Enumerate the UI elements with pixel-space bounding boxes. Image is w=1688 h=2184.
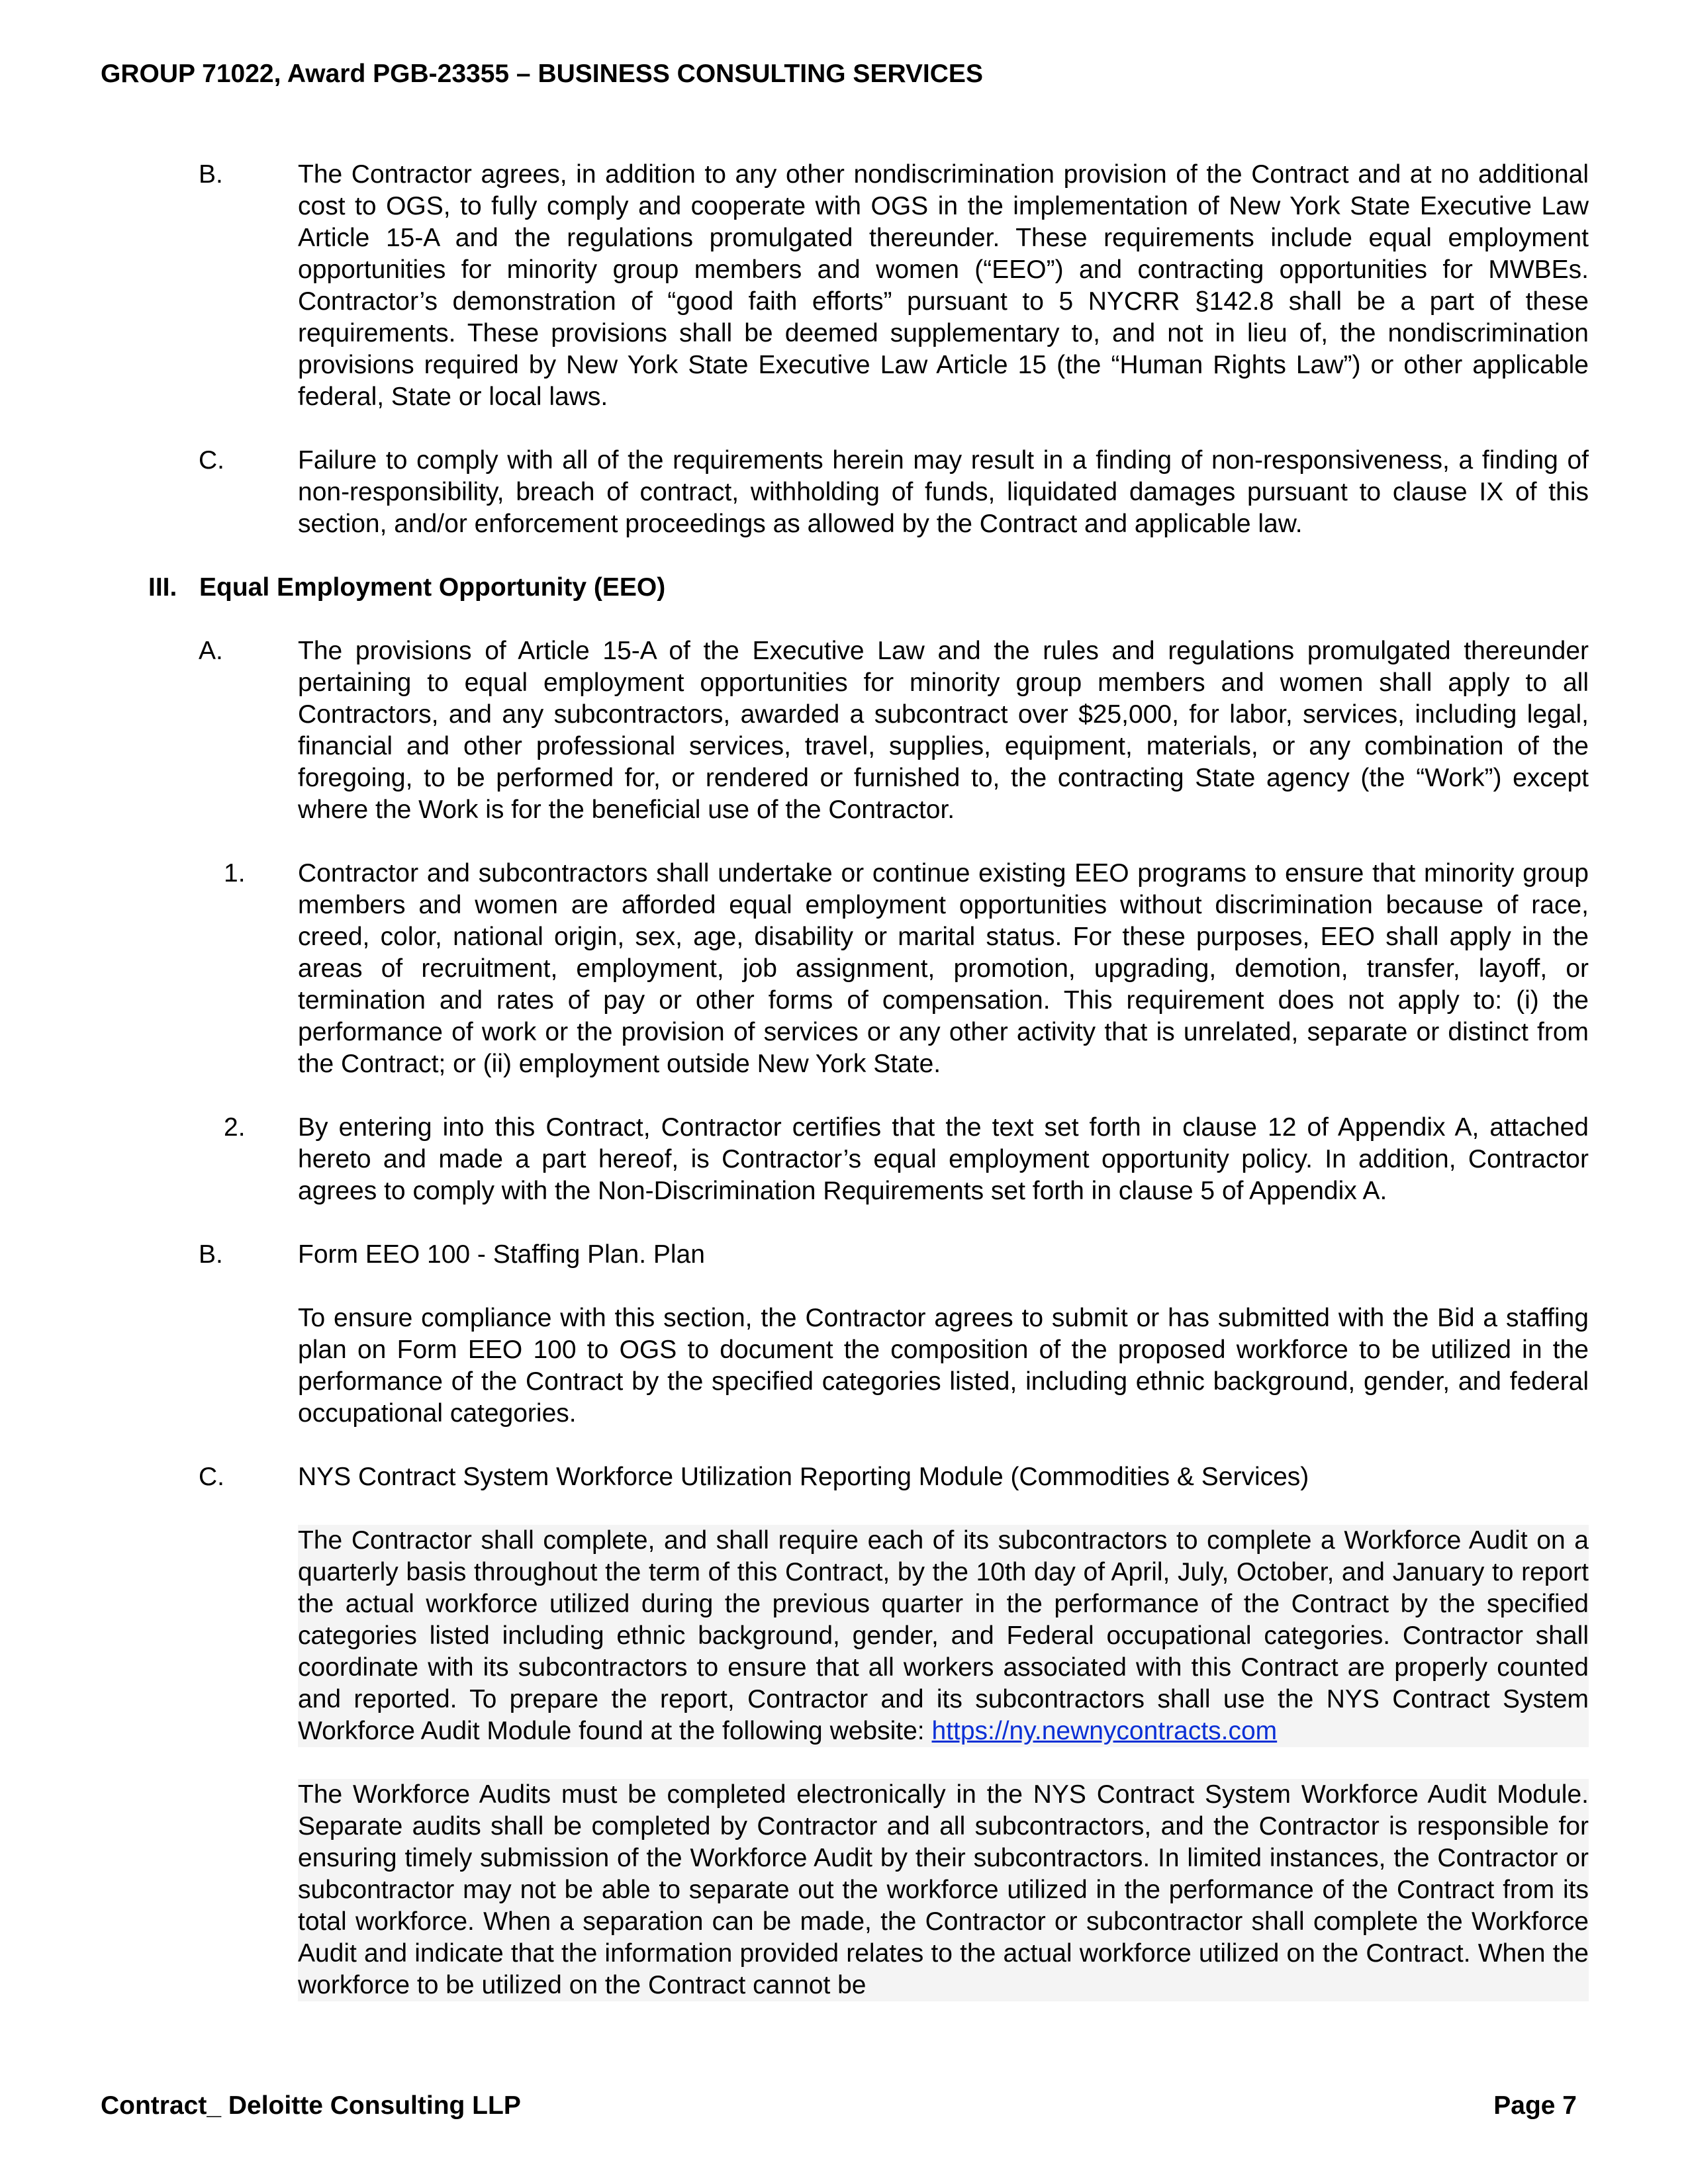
footer-contract-name: Contract_ Deloitte Consulting LLP	[101, 2091, 521, 2120]
clause-marker: B.	[199, 1240, 223, 1269]
staffing-plan-text: To ensure compliance with this section, the Contractor agrees to submit or has submitted with the Bid a staffing plan on Form EEO 100 to OGS to document the composition of the proposed workforce to be utilized in the performance of the Contract by the specified categories listed, including ethnic background, gender, and federal occupational categories.	[298, 1304, 1589, 1428]
clause-b-staffing-plan	[0, 1239, 1688, 1271]
clause-a-article-15a	[0, 635, 1688, 826]
clause-marker: A.	[199, 637, 223, 665]
clause-c-failure-to-comply	[0, 445, 1688, 540]
clause-a2-eeo-policy	[0, 1112, 1688, 1207]
document-body	[0, 159, 1688, 2033]
clause-text: The Contractor agrees, in addition to any other nondiscrimination provision of the Contract and at no additional cost to OGS, to fully comply and cooperate with OGS in the implementation of New York State Executive Law Article 15-A and the regulations promulgated thereunder. These requirements include equal employment opportunities for minority group members and women (“EEO”) and contracting opportunities for MWBEs. Contractor’s demonstration of “good faith efforts” pursuant to 5 NYCRR §142.8 shall be a part of these requirements. These provisions shall be deemed supplementary to, and not in lieu of, the nondiscrimination provisions required by New York State Executive Law Article 15 (the “Human Rights Law”) or other applicable federal, State or local laws.	[298, 160, 1589, 411]
clause-marker: 2.	[224, 1113, 246, 1142]
footer-page-number: Page 7	[1493, 2091, 1577, 2120]
section-number: III.	[148, 573, 177, 602]
workforce-audit-text: The Contractor shall complete, and shall require each of its subcontractors to complete a Workforce Audit on a quarterly basis throughout the term of this Contract, by the 10th day of April, July, October, and January to report the actual workforce utilized during the previous quarter in the performance of the Contract by the specified categories listed including ethnic background, gender, and Federal occupational categories. Contractor shall coordinate with its subcontractors to ensure that all workers associated with this Contract are properly counted and reported. To prepare the report, Contractor and its subcontractors shall use the NYS Contract System Workforce Audit Module found at the following website:	[298, 1526, 1589, 1745]
workforce-audit-paragraph-2: The Workforce Audits must be completed electronically in the NYS Contract System Workforce Audit Module. Separate audits shall be completed by Contractor and all subcontractors, and the Contractor is responsible for ensuring timely submission of the Workforce Audit by their subcontractors. In limited instances, the Contractor or subcontractor may not be able to separate out the workforce utilized in the performance of the Contract from its total workforce. When a separation can be made, the Contractor or subcontractor shall complete the Workforce Audit and indicate that the information provided relates to the actual workforce utilized on the Contract. When the workforce to be utilized on the Contract cannot be	[298, 1779, 1589, 2001]
clause-title: Form EEO 100 - Staffing Plan. Plan	[298, 1240, 705, 1269]
clause-marker: C.	[199, 446, 224, 475]
clause-title: NYS Contract System Workforce Utilization Reporting Module (Commodities & Services)	[298, 1463, 1309, 1491]
clause-text: Contractor and subcontractors shall undertake or continue existing EEO programs to ensure that minority group members and women are afforded equal employment opportunities without discrimination because of race, creed, color, national origin, sex, age, disability or marital status. For these purposes, EEO shall apply in the areas of recruitment, employment, job assignment, promotion, upgrading, demotion, transfer, layoff, or termination and rates of pay or other forms of compensation. This requirement does not apply to: (i) the performance of work or the provision of services or any other activity that is unrelated, separate or distinct from the Contract; or (ii) employment outside New York State.	[298, 859, 1589, 1078]
section-heading-eeo	[0, 572, 1688, 604]
clause-marker: 1.	[224, 859, 246, 887]
page-header: GROUP 71022, Award PGB-23355 – BUSINESS CONSULTING SERVICES	[101, 60, 983, 88]
clause-text: By entering into this Contract, Contractor certifies that the text set forth in clause 12 of Appendix A, attached hereto and made a part hereof, is Contractor’s equal employment opportunity policy. In addition, Contractor agrees to comply with the Non-Discrimination Requirements set forth in clause 5 of Appendix A.	[298, 1113, 1589, 1205]
section-title: Equal Employment Opportunity (EEO)	[199, 573, 666, 602]
clause-c-workforce-reporting	[0, 1461, 1688, 1493]
clause-b-nondiscrimination	[0, 159, 1688, 413]
clause-marker: B.	[199, 160, 223, 189]
clause-text: The provisions of Article 15-A of the Executive Law and the rules and regulations promulgated thereunder pertaining to equal employment opportunities for minority group members and women shall apply to all Contractors, and any subcontractors, awarded a subcontract over $25,000, for labor, services, including legal, financial and other professional services, travel, supplies, equipment, materials, or any combination of the foregoing, to be performed for, or rendered or furnished to, the contracting State agency (the “Work”) except where the Work is for the beneficial use of the Contractor.	[298, 637, 1589, 824]
clause-a1-eeo-programs	[0, 858, 1688, 1080]
clause-marker: C.	[199, 1463, 224, 1491]
clause-text: Failure to comply with all of the requirements herein may result in a finding of non-responsiveness, a finding of non-responsibility, breach of contract, withholding of funds, liquidated damages pursuant to clause IX of this section, and/or enforcement proceedings as allowed by the Contract and applicable law.	[298, 446, 1589, 538]
nys-contract-system-link[interactable]: https://ny.newnycontracts.com	[931, 1717, 1278, 1745]
workforce-audit-paragraph-1	[298, 1525, 1589, 1747]
